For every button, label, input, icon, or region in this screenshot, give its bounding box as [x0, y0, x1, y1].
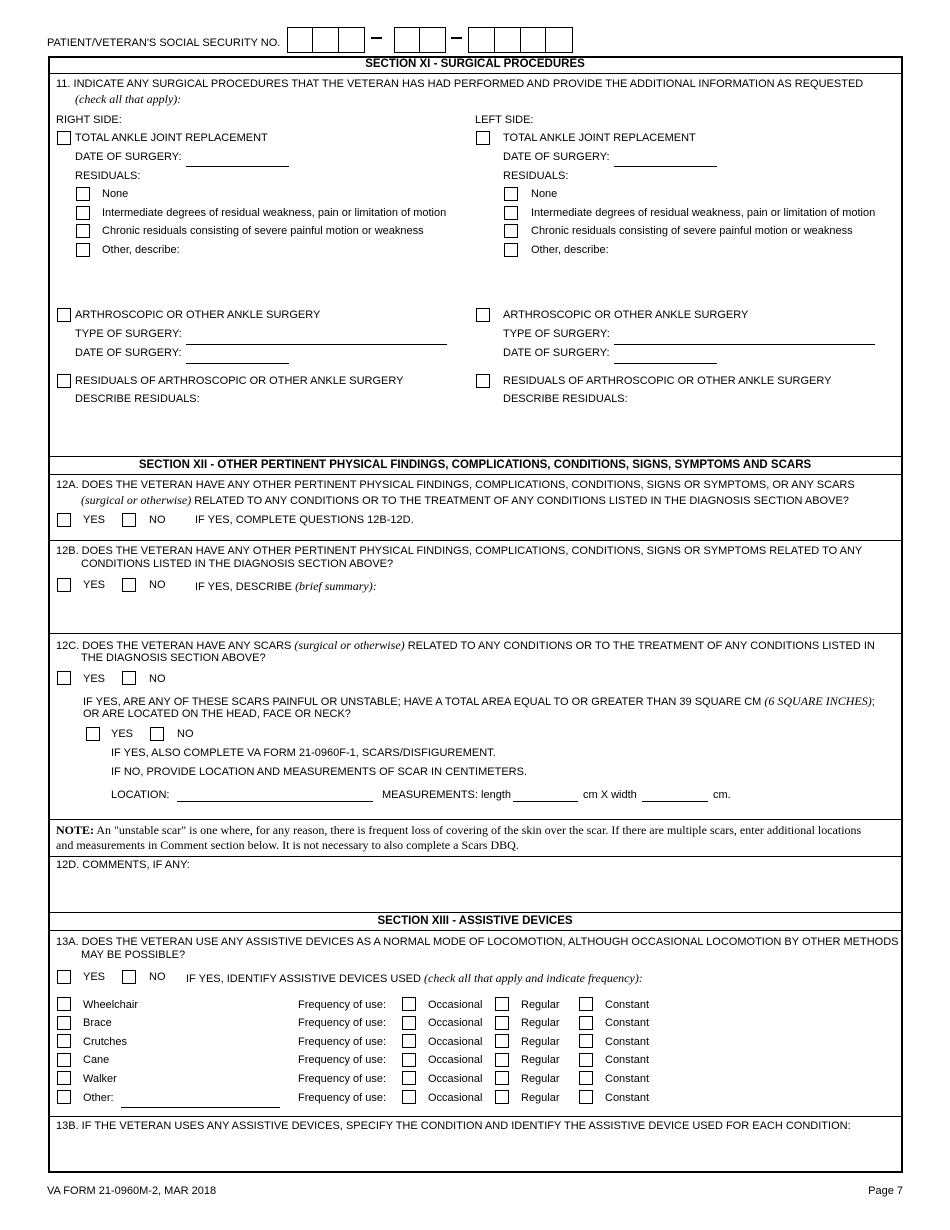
- right-tajr-date-label: DATE OF SURGERY:: [75, 151, 182, 163]
- right-arthro-label: ARTHROSCOPIC OR OTHER ANKLE SURGERY: [75, 309, 321, 321]
- regular-label: Regular: [521, 1017, 560, 1029]
- wheelchair-occasional-checkbox[interactable]: [402, 997, 416, 1011]
- ssn-dash-2: [451, 37, 462, 39]
- crutches-occasional-checkbox[interactable]: [402, 1034, 416, 1048]
- right-arthro-type-field[interactable]: [186, 344, 447, 345]
- q12c-also-complete: IF YES, ALSO COMPLETE VA FORM 21-0960F-1, SCARS/DISFIGUREMENT.: [111, 747, 496, 759]
- q11-text: 11. INDICATE ANY SURGICAL PROCEDURES THAT THE VETERAN HAS HAD PERFORMED AND PROVIDE THE ADDITIONAL INFORMATION AS REQUESTED: [56, 78, 864, 90]
- freq-label: Frequency of use:: [298, 1073, 387, 1085]
- left-arthro-type-label: TYPE OF SURGERY:: [503, 328, 610, 340]
- q12a-line1: 12A. DOES THE VETERAN HAVE ANY OTHER PERTINENT PHYSICAL FINDINGS, COMPLICATIONS, CONDITIONS, SIGNS OR SYMPTOMS, OR ANY SCARS: [56, 479, 855, 491]
- left-res-other-checkbox[interactable]: [504, 243, 518, 257]
- crutches-regular-checkbox[interactable]: [495, 1034, 509, 1048]
- q12c-sub-line1: [83, 694, 875, 709]
- q12c-line1-a: 12C. DOES THE VETERAN HAVE ANY SCARS: [56, 640, 295, 652]
- q12c-yes-label: YES: [83, 673, 106, 685]
- occasional-label: Occasional: [428, 999, 483, 1011]
- q12b-no-label: NO: [149, 579, 166, 591]
- right-arthro-checkbox[interactable]: [57, 308, 71, 322]
- occasional-label: Occasional: [428, 1092, 483, 1104]
- left-residuals-label: RESIDUALS:: [503, 170, 569, 182]
- left-arthro-date-label: DATE OF SURGERY:: [503, 347, 610, 359]
- left-describe-residuals-label: DESCRIBE RESIDUALS:: [503, 393, 628, 405]
- q12b-line1: 12B. DOES THE VETERAN HAVE ANY OTHER PERTINENT PHYSICAL FINDINGS, COMPLICATIONS, CONDITIONS, SIGNS OR SYMPTOMS RELATED TO ANY: [56, 545, 863, 557]
- q12c-sub-yes-label: YES: [111, 728, 134, 740]
- q12c-sub-line1-italic: (6 SQUARE INCHES): [764, 694, 872, 708]
- right-tajr-date-field[interactable]: [186, 166, 289, 167]
- q13a-line1: 13A. DOES THE VETERAN USE ANY ASSISTIVE DEVICES AS A NORMAL MODE OF LOCOMOTION, ALTHOUGH OCCASIONAL LOCOMOTION BY OTHER METHODS: [56, 936, 899, 948]
- device-walker-checkbox[interactable]: [57, 1071, 71, 1085]
- location-label: LOCATION:: [111, 789, 170, 801]
- regular-label: Regular: [521, 1073, 560, 1085]
- measurements-label: MEASUREMENTS: length: [382, 789, 511, 801]
- device-wheelchair-checkbox[interactable]: [57, 997, 71, 1011]
- note-label: NOTE:: [56, 823, 95, 837]
- q13a-no-checkbox[interactable]: [122, 970, 136, 984]
- divider: [48, 819, 902, 820]
- freq-label: Frequency of use:: [298, 1017, 387, 1029]
- freq-label: Frequency of use:: [298, 1092, 387, 1104]
- q12c-if-no: IF NO, PROVIDE LOCATION AND MEASUREMENTS OF SCAR IN CENTIMETERS.: [111, 766, 528, 778]
- q12a-yes-label: YES: [83, 514, 106, 526]
- cane-occasional-checkbox[interactable]: [402, 1053, 416, 1067]
- device-cane-label: Cane: [83, 1054, 110, 1066]
- q12c-yes-checkbox[interactable]: [57, 671, 71, 685]
- cm-label: cm.: [713, 789, 731, 801]
- right-describe-residuals-label: DESCRIBE RESIDUALS:: [75, 393, 200, 405]
- right-tajr-checkbox[interactable]: [57, 131, 71, 145]
- constant-label: Constant: [605, 1036, 650, 1048]
- q13a-yes-label: YES: [83, 971, 106, 983]
- right-res-arthro-checkbox[interactable]: [57, 374, 71, 388]
- left-res-other-label: Other, describe:: [531, 244, 609, 256]
- right-res-none-label: None: [102, 188, 129, 200]
- q12c-sub-no-label: NO: [177, 728, 194, 740]
- constant-label: Constant: [605, 1054, 650, 1066]
- walker-constant-checkbox[interactable]: [579, 1071, 593, 1085]
- device-crutches-checkbox[interactable]: [57, 1034, 71, 1048]
- q12c-sub-no-checkbox[interactable]: [150, 727, 164, 741]
- cane-constant-checkbox[interactable]: [579, 1053, 593, 1067]
- divider: [48, 73, 902, 74]
- cm-x-width-label: cm X width: [583, 789, 637, 801]
- other-occasional-checkbox[interactable]: [402, 1090, 416, 1104]
- right-res-chronic-label: Chronic residuals consisting of severe painful motion or weakness: [102, 225, 424, 237]
- q12c-sub-yes-checkbox[interactable]: [86, 727, 100, 741]
- divider: [48, 930, 902, 931]
- regular-label: Regular: [521, 1036, 560, 1048]
- constant-label: Constant: [605, 1017, 650, 1029]
- page-number: Page 7: [868, 1185, 903, 1197]
- right-residuals-label: RESIDUALS:: [75, 170, 141, 182]
- cane-regular-checkbox[interactable]: [495, 1053, 509, 1067]
- left-tajr-label: TOTAL ANKLE JOINT REPLACEMENT: [503, 132, 696, 144]
- q13a-instruction-italic: (check all that apply and indicate frequency):: [424, 971, 643, 985]
- q12a-line2-text: RELATED TO ANY CONDITIONS OR TO THE TREATMENT OF ANY CONDITIONS LISTED IN THE DIAGNOSIS SECTION ABOVE?: [191, 495, 849, 507]
- left-res-none-checkbox[interactable]: [504, 187, 518, 201]
- note-line2: and measurements in Comment section below. It is not necessary to also complete a Scars DBQ.: [56, 838, 519, 852]
- freq-label: Frequency of use:: [298, 999, 387, 1011]
- left-res-arthro-checkbox[interactable]: [476, 374, 490, 388]
- left-side-label: LEFT SIDE:: [475, 114, 534, 126]
- constant-label: Constant: [605, 1073, 650, 1085]
- q12c-sub-line1-b: ;: [871, 696, 875, 708]
- left-arthro-date-field[interactable]: [614, 363, 717, 364]
- device-brace-checkbox[interactable]: [57, 1016, 71, 1030]
- section-12-title: SECTION XII - OTHER PERTINENT PHYSICAL FINDINGS, COMPLICATIONS, CONDITIONS, SIGNS, SYMPTOMS AND SCARS: [138, 459, 812, 471]
- q12d-label: 12D. COMMENTS, IF ANY:: [56, 859, 190, 871]
- q13a-no-label: NO: [149, 971, 166, 983]
- left-tajr-date-field[interactable]: [614, 166, 717, 167]
- width-field[interactable]: [642, 801, 708, 802]
- q12c-line2: THE DIAGNOSIS SECTION ABOVE?: [81, 652, 266, 664]
- form-id: VA FORM 21-0960M-2, MAR 2018: [47, 1185, 217, 1197]
- constant-label: Constant: [605, 1092, 650, 1104]
- right-res-arthro-label: RESIDUALS OF ARTHROSCOPIC OR OTHER ANKLE SURGERY: [75, 375, 404, 387]
- q12b-yes-checkbox[interactable]: [57, 578, 71, 592]
- left-tajr-checkbox[interactable]: [476, 131, 490, 145]
- q13a-line2: MAY BE POSSIBLE?: [81, 949, 186, 961]
- left-res-none-label: None: [531, 188, 558, 200]
- freq-label: Frequency of use:: [298, 1054, 387, 1066]
- regular-label: Regular: [521, 1092, 560, 1104]
- wheelchair-regular-checkbox[interactable]: [495, 997, 509, 1011]
- q12b-instruction: [195, 579, 377, 594]
- ssn-part-3[interactable]: [468, 27, 573, 53]
- crutches-constant-checkbox[interactable]: [579, 1034, 593, 1048]
- divider: [48, 1116, 902, 1117]
- freq-label: Frequency of use:: [298, 1036, 387, 1048]
- right-res-other-checkbox[interactable]: [76, 243, 90, 257]
- right-tajr-label: TOTAL ANKLE JOINT REPLACEMENT: [75, 132, 268, 144]
- left-res-intermediate-label: Intermediate degrees of residual weakness, pain or limitation of motion: [531, 207, 876, 219]
- device-crutches-label: Crutches: [83, 1036, 128, 1048]
- q13a-instruction-text: IF YES, IDENTIFY ASSISTIVE DEVICES USED: [186, 973, 424, 985]
- left-tajr-date-label: DATE OF SURGERY:: [503, 151, 610, 163]
- divider: [48, 540, 902, 541]
- occasional-label: Occasional: [428, 1054, 483, 1066]
- regular-label: Regular: [521, 999, 560, 1011]
- note-text: [56, 823, 896, 853]
- q12c-sub-line1-a: IF YES, ARE ANY OF THESE SCARS PAINFUL OR UNSTABLE; HAVE A TOTAL AREA EQUAL TO OR GREATER THAN 39 SQUARE CM: [83, 696, 765, 708]
- q12a-yes-checkbox[interactable]: [57, 513, 71, 527]
- right-res-other-label: Other, describe:: [102, 244, 180, 256]
- ssn-label: PATIENT/VETERAN'S SOCIAL SECURITY NO.: [47, 37, 281, 49]
- q12a-line2: [81, 493, 849, 508]
- q12b-no-checkbox[interactable]: [122, 578, 136, 592]
- divider: [48, 474, 902, 475]
- occasional-label: Occasional: [428, 1017, 483, 1029]
- right-res-intermediate-label: Intermediate degrees of residual weakness, pain or limitation of motion: [102, 207, 447, 219]
- q12a-instruction: IF YES, COMPLETE QUESTIONS 12B-12D.: [195, 514, 414, 526]
- note-line1: An "unstable scar" is one where, for any reason, there is frequent loss of covering of the skin over the scar. If there are multiple scars, enter additional locations: [94, 823, 862, 837]
- right-side-label: RIGHT SIDE:: [56, 114, 122, 126]
- right-arthro-date-field[interactable]: [186, 363, 289, 364]
- constant-label: Constant: [605, 999, 650, 1011]
- divider: [48, 856, 902, 857]
- device-cane-checkbox[interactable]: [57, 1053, 71, 1067]
- q13a-yes-checkbox[interactable]: [57, 970, 71, 984]
- occasional-label: Occasional: [428, 1073, 483, 1085]
- device-other-checkbox[interactable]: [57, 1090, 71, 1104]
- q13a-instruction: [186, 971, 643, 986]
- wheelchair-constant-checkbox[interactable]: [579, 997, 593, 1011]
- occasional-label: Occasional: [428, 1036, 483, 1048]
- walker-occasional-checkbox[interactable]: [402, 1071, 416, 1085]
- left-arthro-type-field[interactable]: [614, 344, 875, 345]
- q12c-no-label: NO: [149, 673, 166, 685]
- section-11-title: SECTION XI - SURGICAL PROCEDURES: [365, 58, 585, 70]
- length-field[interactable]: [513, 801, 578, 802]
- regular-label: Regular: [521, 1054, 560, 1066]
- left-res-chronic-checkbox[interactable]: [504, 224, 518, 238]
- divider: [48, 912, 902, 913]
- brace-constant-checkbox[interactable]: [579, 1016, 593, 1030]
- device-wheelchair-label: Wheelchair: [83, 999, 139, 1011]
- divider: [48, 633, 902, 634]
- q12c-line1-b: RELATED TO ANY CONDITIONS OR TO THE TREATMENT OF ANY CONDITIONS LISTED IN: [404, 640, 875, 652]
- q12a-line2-italic: (surgical or otherwise): [81, 493, 192, 507]
- q12c-no-checkbox[interactable]: [122, 671, 136, 685]
- left-res-arthro-label: RESIDUALS OF ARTHROSCOPIC OR OTHER ANKLE SURGERY: [503, 375, 832, 387]
- q13b-label: 13B. IF THE VETERAN USES ANY ASSISTIVE DEVICES, SPECIFY THE CONDITION AND IDENTIFY THE ASSISTIVE DEVICE USED FOR EACH CONDITION:: [56, 1120, 851, 1132]
- brace-occasional-checkbox[interactable]: [402, 1016, 416, 1030]
- device-walker-label: Walker: [83, 1073, 117, 1085]
- left-res-chronic-label: Chronic residuals consisting of severe painful motion or weakness: [531, 225, 853, 237]
- other-regular-checkbox[interactable]: [495, 1090, 509, 1104]
- q11-note: (check all that apply):: [75, 92, 182, 106]
- right-res-none-checkbox[interactable]: [76, 187, 90, 201]
- ssn-part-1[interactable]: [287, 27, 365, 53]
- q12b-line2: CONDITIONS LISTED IN THE DIAGNOSIS SECTION ABOVE?: [81, 558, 394, 570]
- left-res-intermediate-checkbox[interactable]: [504, 206, 518, 220]
- walker-regular-checkbox[interactable]: [495, 1071, 509, 1085]
- q12c-sub-line2: OR ARE LOCATED ON THE HEAD, FACE OR NECK?: [83, 708, 351, 720]
- q12b-instruction-text: IF YES, DESCRIBE: [195, 581, 296, 593]
- section-13-title: SECTION XIII - ASSISTIVE DEVICES: [377, 915, 573, 927]
- location-field[interactable]: [177, 801, 373, 802]
- q12c-line1-italic: (surgical or otherwise): [294, 638, 405, 652]
- other-constant-checkbox[interactable]: [579, 1090, 593, 1104]
- brace-regular-checkbox[interactable]: [495, 1016, 509, 1030]
- left-arthro-checkbox[interactable]: [476, 308, 490, 322]
- device-other-field[interactable]: [121, 1107, 280, 1108]
- divider: [48, 456, 902, 457]
- device-other-label: Other:: [83, 1092, 114, 1104]
- device-brace-label: Brace: [83, 1017, 112, 1029]
- right-arthro-type-label: TYPE OF SURGERY:: [75, 328, 182, 340]
- q12a-no-label: NO: [149, 514, 166, 526]
- ssn-dash-1: [371, 37, 382, 39]
- ssn-part-2[interactable]: [394, 27, 446, 53]
- right-res-intermediate-checkbox[interactable]: [76, 206, 90, 220]
- q12a-no-checkbox[interactable]: [122, 513, 136, 527]
- right-res-chronic-checkbox[interactable]: [76, 224, 90, 238]
- q12c-line1: [56, 638, 875, 653]
- right-arthro-date-label: DATE OF SURGERY:: [75, 347, 182, 359]
- q12b-yes-label: YES: [83, 579, 106, 591]
- left-arthro-label: ARTHROSCOPIC OR OTHER ANKLE SURGERY: [503, 309, 749, 321]
- q12b-instruction-italic: (brief summary):: [295, 579, 377, 593]
